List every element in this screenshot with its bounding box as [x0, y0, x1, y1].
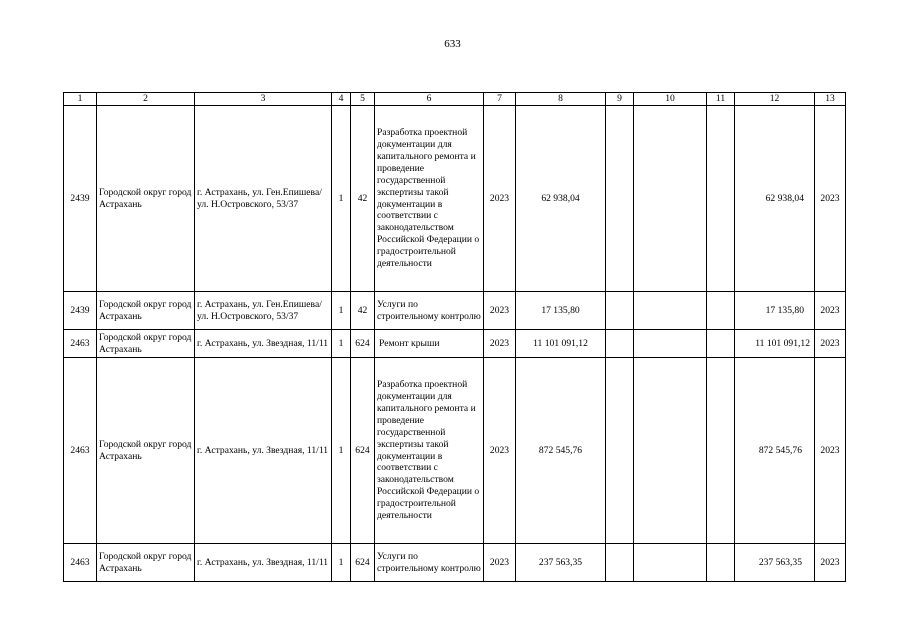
column-header: 13 [815, 93, 846, 106]
cell-col-5: 624 [351, 330, 375, 358]
record-number: 2463 [64, 544, 97, 582]
work-type-cell: Ремонт крыши [375, 330, 484, 358]
column-header: 11 [707, 93, 735, 106]
year-cell: 2023 [484, 106, 516, 292]
address-cell: г. Астрахань, ул. Звездная, 11/11 [195, 330, 332, 358]
table-row [64, 292, 846, 330]
column-header: 8 [516, 93, 606, 106]
year-cell: 2023 [484, 330, 516, 358]
cell-col-5: 624 [351, 544, 375, 582]
work-type-cell: Услуги по строительному контролю [375, 292, 484, 330]
cell-col-4: 1 [332, 544, 351, 582]
table-row [64, 330, 846, 358]
cell-col-9 [606, 544, 634, 582]
column-header: 1 [64, 93, 97, 106]
column-header: 4 [332, 93, 351, 106]
total-cost-cell: 11 101 091,12 [516, 330, 606, 358]
work-type-cell: Разработка проектной документации для капитального ремонта и проведение государственной экспертизы такой документации в соответствии с законодательством Российской Федерации о градостроительной деятельности [375, 106, 484, 292]
work-type-cell: Разработка проектной документации для капитального ремонта и проведение государственной экспертизы такой документации в соответствии с законодательством Российской Федерации о градостроительной деятельности [375, 358, 484, 544]
completion-year-cell: 2023 [815, 330, 846, 358]
table-row [64, 544, 846, 582]
cell-col-9 [606, 292, 634, 330]
total-cost-cell: 17 135,80 [516, 292, 606, 330]
record-number: 2463 [64, 358, 97, 544]
column-header: 12 [735, 93, 815, 106]
address-cell: г. Астрахань, ул. Звездная, 11/11 [195, 544, 332, 582]
column-header: 5 [351, 93, 375, 106]
cell-col-4: 1 [332, 358, 351, 544]
fund-cost-cell: 11 101 091,12 [735, 330, 815, 358]
year-cell: 2023 [484, 358, 516, 544]
cell-col-10 [634, 292, 707, 330]
completion-year-cell: 2023 [815, 292, 846, 330]
fund-cost-cell: 17 135,80 [735, 292, 815, 330]
column-number-row [64, 93, 846, 106]
cell-col-11 [707, 544, 735, 582]
fund-cost-cell: 872 545,76 [735, 358, 815, 544]
address-cell: г. Астрахань, ул. Ген.Епишева/ ул. Н.Островского, 53/37 [195, 106, 332, 292]
cell-col-9 [606, 330, 634, 358]
cell-col-5: 42 [351, 292, 375, 330]
total-cost-cell: 62 938,04 [516, 106, 606, 292]
year-cell: 2023 [484, 544, 516, 582]
cell-col-5: 42 [351, 106, 375, 292]
cell-col-10 [634, 330, 707, 358]
total-cost-cell: 872 545,76 [516, 358, 606, 544]
cell-col-9 [606, 106, 634, 292]
column-header: 10 [634, 93, 707, 106]
fund-cost-cell: 62 938,04 [735, 106, 815, 292]
cell-col-11 [707, 106, 735, 292]
record-number: 2439 [64, 106, 97, 292]
column-header: 7 [484, 93, 516, 106]
work-type-cell: Услуги по строительному контролю [375, 544, 484, 582]
cell-col-5: 624 [351, 358, 375, 544]
cell-col-11 [707, 358, 735, 544]
record-number: 2463 [64, 330, 97, 358]
completion-year-cell: 2023 [815, 544, 846, 582]
municipality-cell: Городской округ город Астрахань [97, 106, 195, 292]
cell-col-11 [707, 330, 735, 358]
cell-col-9 [606, 358, 634, 544]
cell-col-10 [634, 358, 707, 544]
cell-col-10 [634, 544, 707, 582]
municipality-cell: Городской округ город Астрахань [97, 330, 195, 358]
total-cost-cell: 237 563,35 [516, 544, 606, 582]
cell-col-4: 1 [332, 330, 351, 358]
page-number: 633 [444, 38, 461, 50]
column-header: 3 [195, 93, 332, 106]
cell-col-10 [634, 106, 707, 292]
fund-cost-cell: 237 563,35 [735, 544, 815, 582]
year-cell: 2023 [484, 292, 516, 330]
cell-col-4: 1 [332, 106, 351, 292]
address-cell: г. Астрахань, ул. Ген.Епишева/ ул. Н.Островского, 53/37 [195, 292, 332, 330]
address-cell: г. Астрахань, ул. Звездная, 11/11 [195, 358, 332, 544]
completion-year-cell: 2023 [815, 106, 846, 292]
completion-year-cell: 2023 [815, 358, 846, 544]
register-table [63, 92, 846, 582]
municipality-cell: Городской округ город Астрахань [97, 358, 195, 544]
municipality-cell: Городской округ город Астрахань [97, 544, 195, 582]
cell-col-11 [707, 292, 735, 330]
municipality-cell: Городской округ город Астрахань [97, 292, 195, 330]
record-number: 2439 [64, 292, 97, 330]
column-header: 2 [97, 93, 195, 106]
table-row [64, 358, 846, 544]
column-header: 9 [606, 93, 634, 106]
cell-col-4: 1 [332, 292, 351, 330]
table-row [64, 106, 846, 292]
column-header: 6 [375, 93, 484, 106]
